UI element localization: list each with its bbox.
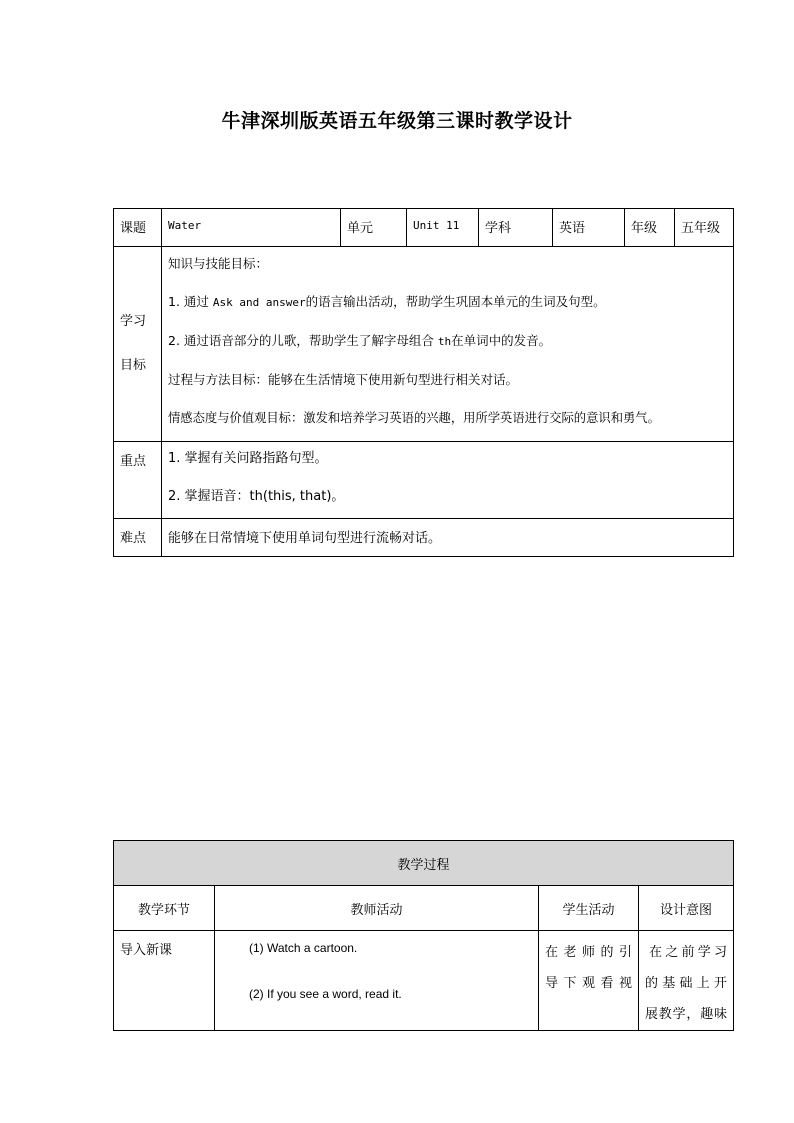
difficulty-label: 难点 xyxy=(114,519,162,557)
process-header: 教学过程 xyxy=(114,841,734,886)
teaching-process-table xyxy=(113,840,734,1031)
objective-item-2 xyxy=(168,332,727,351)
process-objective: 过程与方法目标：能够在生活情境下使用新句型进行相关对话。 xyxy=(168,372,519,387)
objectives-label xyxy=(114,247,162,442)
intent-line-2: 的基础上开 xyxy=(645,976,728,991)
table-row xyxy=(114,931,734,1031)
grade-value: 五年级 xyxy=(675,209,734,247)
objective-item-2-code: th xyxy=(437,335,452,348)
student-line-2: 导下观看视 xyxy=(545,976,632,991)
topic-value: Water xyxy=(162,209,341,247)
column-intent: 设计意图 xyxy=(639,886,734,931)
subject-label: 学科 xyxy=(479,209,553,247)
objective-item-1 xyxy=(168,293,727,312)
objectives-label-line2: 目标 xyxy=(120,358,147,373)
intent-line-1: 在之前学习 xyxy=(649,945,728,960)
subject-value: 英语 xyxy=(553,209,625,247)
emotion-objective: 情感态度与价值观目标：激发和培养学习英语的兴趣，用所学英语进行交际的意识和勇气。 xyxy=(168,411,660,425)
difficulty-value: 能够在日常情境下使用单词句型进行流畅对话。 xyxy=(162,519,734,557)
teacher-activity-1: (1) Watch a cartoon. xyxy=(249,941,358,955)
column-teacher: 教师活动 xyxy=(215,886,539,931)
objective-item-1-suffix: 的语言输出活动，帮助学生巩固本单元的生词及句型。 xyxy=(305,294,606,309)
intent-line-3: 展教学，趣味 xyxy=(645,1007,728,1022)
unit-label: 单元 xyxy=(341,209,407,247)
key-point-2: 2. 掌握语音：th(this, that)。 xyxy=(168,489,345,504)
objective-item-2-prefix: 2. 通过语音部分的儿歌，帮助学生了解字母组合 xyxy=(168,333,434,348)
stage-cell: 导入新课 xyxy=(114,931,215,1031)
column-student: 学生活动 xyxy=(539,886,639,931)
lesson-info-table xyxy=(113,208,734,557)
document-title: 牛津深圳版英语五年级第三课时教学设计 xyxy=(221,110,573,132)
key-points xyxy=(162,442,734,519)
knowledge-heading: 知识与技能目标： xyxy=(168,256,269,271)
objective-item-1-prefix: 1. 通过 xyxy=(168,294,209,309)
teacher-activity-2: (2) If you see a word, read it. xyxy=(249,987,402,1001)
grade-label: 年级 xyxy=(625,209,675,247)
objective-item-2-suffix: 在单词中的发音。 xyxy=(451,333,552,348)
intent-cell xyxy=(639,931,734,1031)
objectives-content xyxy=(162,247,734,442)
teacher-cell xyxy=(215,931,539,1031)
topic-label: 课题 xyxy=(114,209,162,247)
unit-value: Unit 11 xyxy=(407,209,479,247)
key-label: 重点 xyxy=(114,442,162,519)
column-stage: 教学环节 xyxy=(114,886,215,931)
objectives-label-line1: 学习 xyxy=(120,314,147,329)
key-point-1: 1. 掌握有关问路指路句型。 xyxy=(168,451,328,466)
student-line-1: 在老师的引 xyxy=(545,945,632,960)
objective-item-1-code: Ask and answer xyxy=(212,296,306,309)
student-cell xyxy=(539,931,639,1031)
